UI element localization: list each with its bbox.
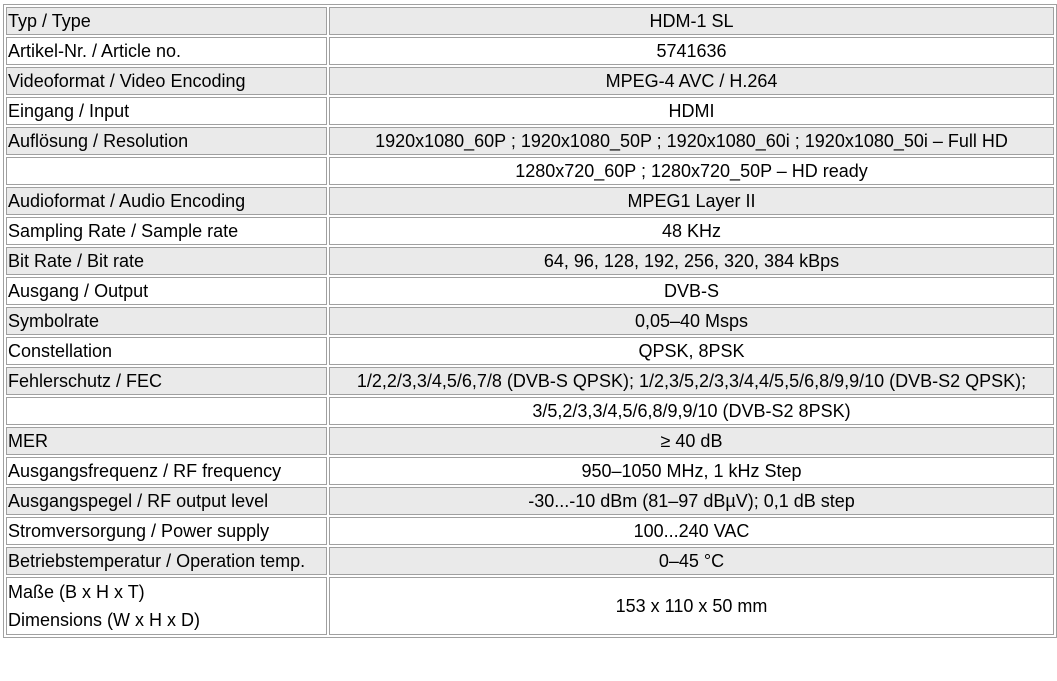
- row-value: 1280x720_60P ; 1280x720_50P – HD ready: [329, 157, 1054, 185]
- row-value: 1920x1080_60P ; 1920x1080_50P ; 1920x1080_60i ; 1920x1080_50i – Full HD: [329, 127, 1054, 155]
- table-row: [6, 187, 1054, 215]
- row-label: MER: [6, 427, 327, 455]
- row-label: Symbolrate: [6, 307, 327, 335]
- row-value: ≥ 40 dB: [329, 427, 1054, 455]
- row-label: Auflösung / Resolution: [6, 127, 327, 155]
- table-row: [6, 217, 1054, 245]
- row-value: MPEG1 Layer II: [329, 187, 1054, 215]
- row-label: Ausgangsfrequenz / RF frequency: [6, 457, 327, 485]
- table-row: [6, 157, 1054, 185]
- row-label: Typ / Type: [6, 7, 327, 35]
- table-row: [6, 427, 1054, 455]
- table-row: [6, 457, 1054, 485]
- table-row: [6, 67, 1054, 95]
- table-row: [6, 97, 1054, 125]
- table-row: [6, 487, 1054, 515]
- row-label: Artikel-Nr. / Article no.: [6, 37, 327, 65]
- dimensions-label-line-1: Maße (B x H x T): [8, 582, 145, 602]
- spec-table: [4, 5, 1056, 637]
- table-row: [6, 517, 1054, 545]
- row-value: MPEG-4 AVC / H.264: [329, 67, 1054, 95]
- row-value: QPSK, 8PSK: [329, 337, 1054, 365]
- row-value: 100...240 VAC: [329, 517, 1054, 545]
- row-label: [6, 157, 327, 185]
- dimensions-label-line-2: Dimensions (W x H x D): [8, 610, 201, 630]
- row-label: Eingang / Input: [6, 97, 327, 125]
- row-label: Betriebstemperatur / Operation temp.: [6, 547, 327, 575]
- row-label: Stromversorgung / Power supply: [6, 517, 327, 545]
- row-value: 0,05–40 Msps: [329, 307, 1054, 335]
- table-row-dimensions: [6, 577, 1054, 635]
- table-row: [6, 7, 1054, 35]
- table-row: [6, 277, 1054, 305]
- row-label: Sampling Rate / Sample rate: [6, 217, 327, 245]
- row-label: Ausgang / Output: [6, 277, 327, 305]
- table-row: [6, 127, 1054, 155]
- row-label: Fehlerschutz / FEC: [6, 367, 327, 395]
- spec-table-frame: [3, 4, 1057, 638]
- row-value: DVB-S: [329, 277, 1054, 305]
- row-label: [6, 397, 327, 425]
- row-value: 48 KHz: [329, 217, 1054, 245]
- row-value: 64, 96, 128, 192, 256, 320, 384 kBps: [329, 247, 1054, 275]
- row-value: 1/2,2/3,3/4,5/6,7/8 (DVB-S QPSK); 1/2,3/5,2/3,3/4,4/5,5/6,8/9,9/10 (DVB-S2 QPSK);: [329, 367, 1054, 395]
- row-value: 950–1050 MHz, 1 kHz Step: [329, 457, 1054, 485]
- table-row: [6, 547, 1054, 575]
- table-row: [6, 37, 1054, 65]
- row-label: Audioformat / Audio Encoding: [6, 187, 327, 215]
- row-label: Ausgangspegel / RF output level: [6, 487, 327, 515]
- row-label: Videoformat / Video Encoding: [6, 67, 327, 95]
- table-row: [6, 307, 1054, 335]
- table-row: [6, 397, 1054, 425]
- table-row: [6, 337, 1054, 365]
- row-label: [6, 577, 327, 635]
- row-label: Bit Rate / Bit rate: [6, 247, 327, 275]
- row-value: 153 x 110 x 50 mm: [329, 577, 1054, 635]
- row-value: 3/5,2/3,3/4,5/6,8/9,9/10 (DVB-S2 8PSK): [329, 397, 1054, 425]
- table-row: [6, 247, 1054, 275]
- row-value: HDM-1 SL: [329, 7, 1054, 35]
- table-row: [6, 367, 1054, 395]
- row-value: HDMI: [329, 97, 1054, 125]
- row-value: -30...-10 dBm (81–97 dBµV); 0,1 dB step: [329, 487, 1054, 515]
- row-value: 0–45 °C: [329, 547, 1054, 575]
- row-value: 5741636: [329, 37, 1054, 65]
- row-label: Constellation: [6, 337, 327, 365]
